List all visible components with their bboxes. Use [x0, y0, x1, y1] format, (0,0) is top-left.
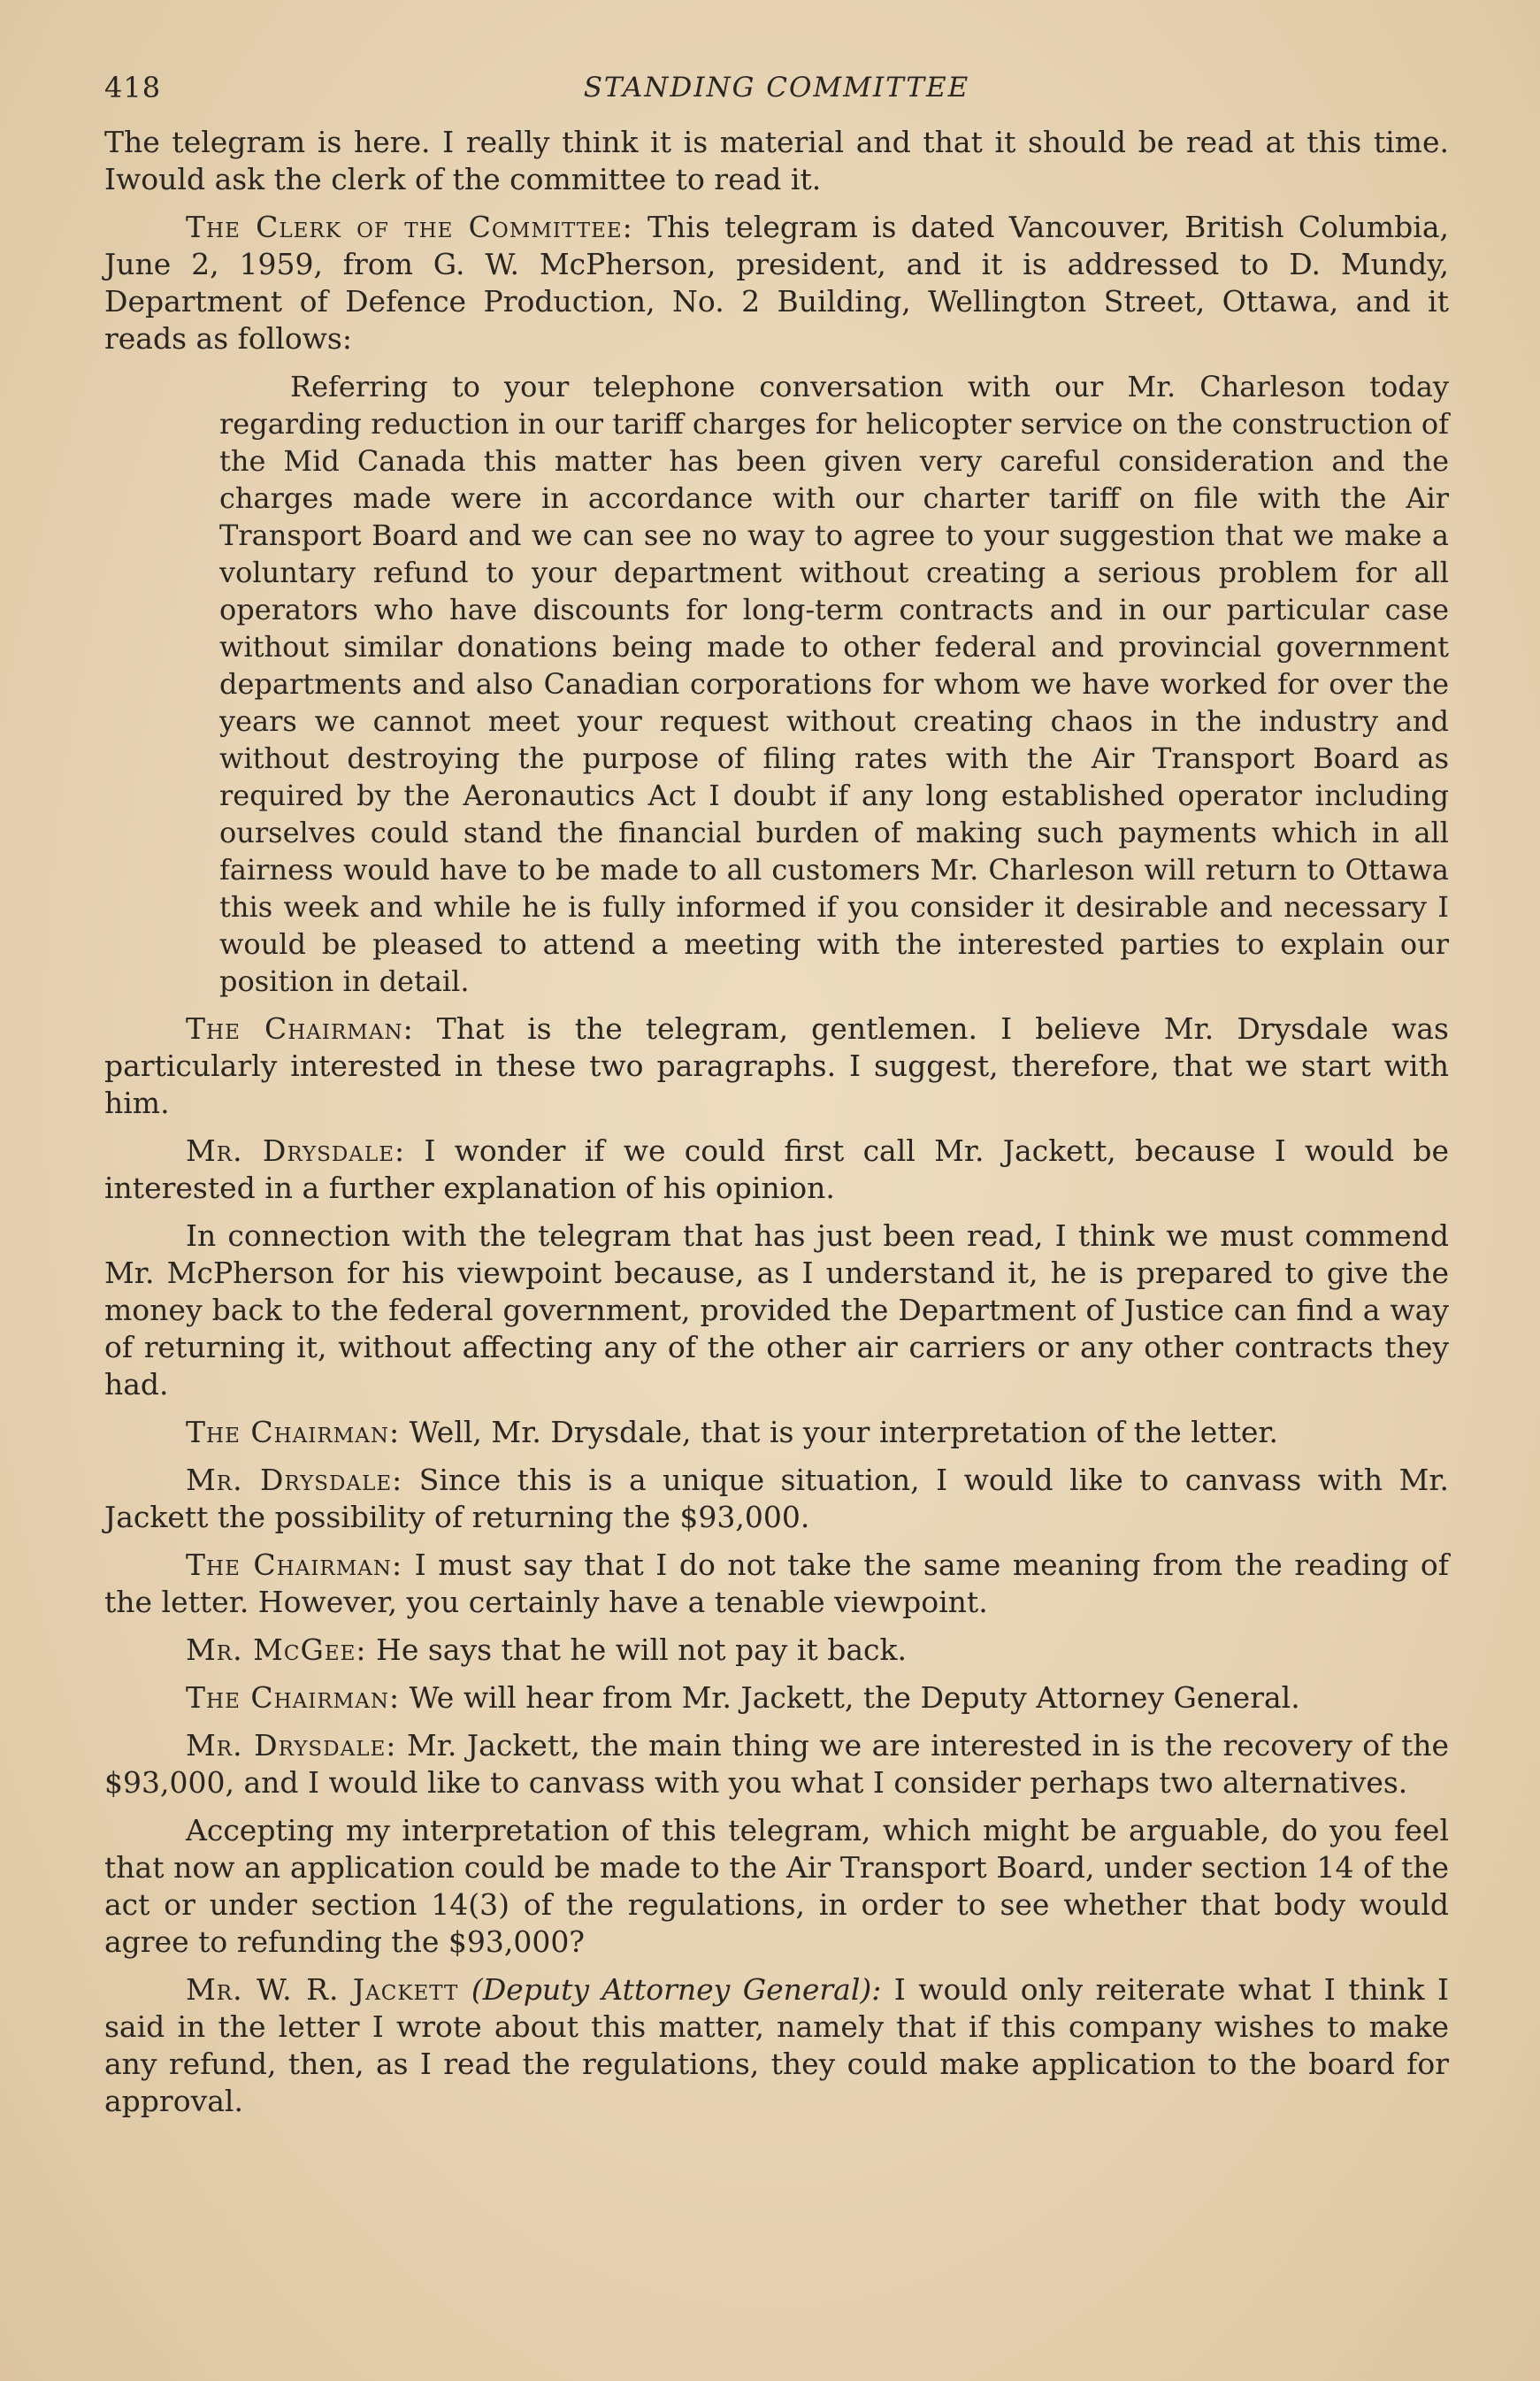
paragraph-text: We will hear from Mr. Jackett, the Deputy Attorney General. [400, 1680, 1300, 1715]
paragraph-10 [104, 1632, 1449, 1669]
paragraph-5 [104, 1133, 1449, 1207]
paragraph-text: This telegram is dated Vancouver, British Columbia, June 2, 1959, from G. W. McPherson, president, and it is addressed to D. Mundy, Department of Defence Production, No. 2 Building, Wellington Street, Ottawa, and it reads as follows: [104, 210, 1449, 356]
paragraph-text: I wonder if we could first call Mr. Jackett, because I would be interested in a further explanation of his opinion. [104, 1133, 1450, 1205]
paragraph-14 [104, 1971, 1449, 2120]
paragraph-12 [104, 1727, 1449, 1801]
speaker-name: Mr. Drysdale: [186, 1133, 406, 1168]
paragraph-7 [104, 1414, 1449, 1451]
paragraph-2 [104, 209, 1449, 357]
paragraph-1 [104, 124, 1449, 198]
paragraph-9 [104, 1547, 1449, 1621]
paragraph-text: In connection with the telegram that has just been read, I think we must commend Mr. McPherson for his viewpoint because, as I understand it, he is prepared to give the money back to the federal government, provided the Department of Justice can find a way of returning it, without affecting any of the other air carriers or any other contracts they had. [104, 1218, 1449, 1402]
paragraph-8 [104, 1462, 1449, 1536]
speaker-name: Mr. Drysdale: [186, 1728, 397, 1763]
page-number: 418 [104, 71, 162, 104]
speaker-name: Mr. Drysdale: [186, 1463, 403, 1497]
speaker-name: Mr. W. R. Jackett [186, 1972, 459, 2007]
speaker-name: The Chairman: [186, 1415, 401, 1449]
page-body [104, 62, 1449, 2131]
speaker-name: The Chairman: [186, 1011, 414, 1046]
paragraph-4 [104, 1010, 1449, 1122]
page-header [104, 62, 1449, 115]
paragraph-6 [104, 1217, 1449, 1403]
paragraph-text: Mr. Jackett, the main thing we are interested in is the recovery of the $93,000, and I would like to canvass with you what I consider perhaps two alternatives. [104, 1728, 1449, 1800]
paragraph-text: Since this is a unique situation, I would like to canvass with Mr. Jackett the possibility of returning the $93,000. [104, 1463, 1449, 1534]
running-head: STANDING COMMITTEE [583, 72, 970, 104]
quote-text: Referring to your telephone conversation with our Mr. Charleson today regarding reduction in our tariff charges for helicopter service on the construction of the Mid Canada this matter has been given very careful consideration and the charges made were in accordance with our charter tariff on file with the Air Transport Board and we can see no way to agree to your suggestion that we make a voluntary refund to your department without creating a serious problem for all operators who have discounts for long-term contracts and in our particular case without similar donations being made to other federal and provincial government departments and also Canadian corporations for whom we have worked for over the years we cannot meet your request without creating chaos in the industry and without destroying the purpose of filing rates with the Air Transport Board as required by the Aeronautics Act I doubt if any long established operator including ourselves could stand the financial burden of making such payments which in all fairness would have to be made to all customers Mr. Charleson will return to Ottawa this week and while he is fully informed if you consider it desirable and necessary I would be pleased to attend a meeting with the interested parties to explain our position in detail. [219, 370, 1449, 998]
paragraph-text: That is the telegram, gentlemen. I believe Mr. Drysdale was particularly interested in these two paragraphs. I suggest, therefore, that we start with him. [104, 1011, 1449, 1120]
paragraph-text: Well, Mr. Drysdale, that is your interpretation of the letter. [400, 1415, 1278, 1449]
speaker-name: The Chairman: [186, 1680, 401, 1715]
paragraph-text: I must say that I do not take the same meaning from the reading of the letter. However, you certainly have a tenable viewpoint. [104, 1548, 1449, 1619]
paragraph-13 [104, 1812, 1449, 1961]
paragraph-text: He says that he will not pay it back. [366, 1632, 907, 1667]
speaker-name: The Clerk of the Committee: [186, 210, 633, 244]
paragraph-text: I would only reiterate what I think I said in the letter I wrote about this matter, namely that if this company wishes to make any refund, then, as I read the regulations, they could make application to the board for approval. [104, 1972, 1449, 2118]
speaker-name: Mr. McGee: [186, 1632, 367, 1667]
paragraph-11 [104, 1679, 1449, 1717]
paragraph-text: Accepting my interpretation of this telegram, which might be arguable, do you feel that now an application could be made to the Air Transport Board, under section 14 of the act or under section 14(3) of the regulations, in order to see whether that body would agree to refunding the $93,000? [104, 1813, 1449, 1959]
telegram-quote [219, 368, 1449, 1000]
paragraph-text: The telegram is here. I really think it is material and that it should be read at this time. Iwould ask the clerk of the committee to read it. [104, 125, 1449, 196]
speaker-title: (Deputy Attorney General): [458, 1972, 882, 2007]
speaker-name: The Chairman: [186, 1548, 403, 1582]
